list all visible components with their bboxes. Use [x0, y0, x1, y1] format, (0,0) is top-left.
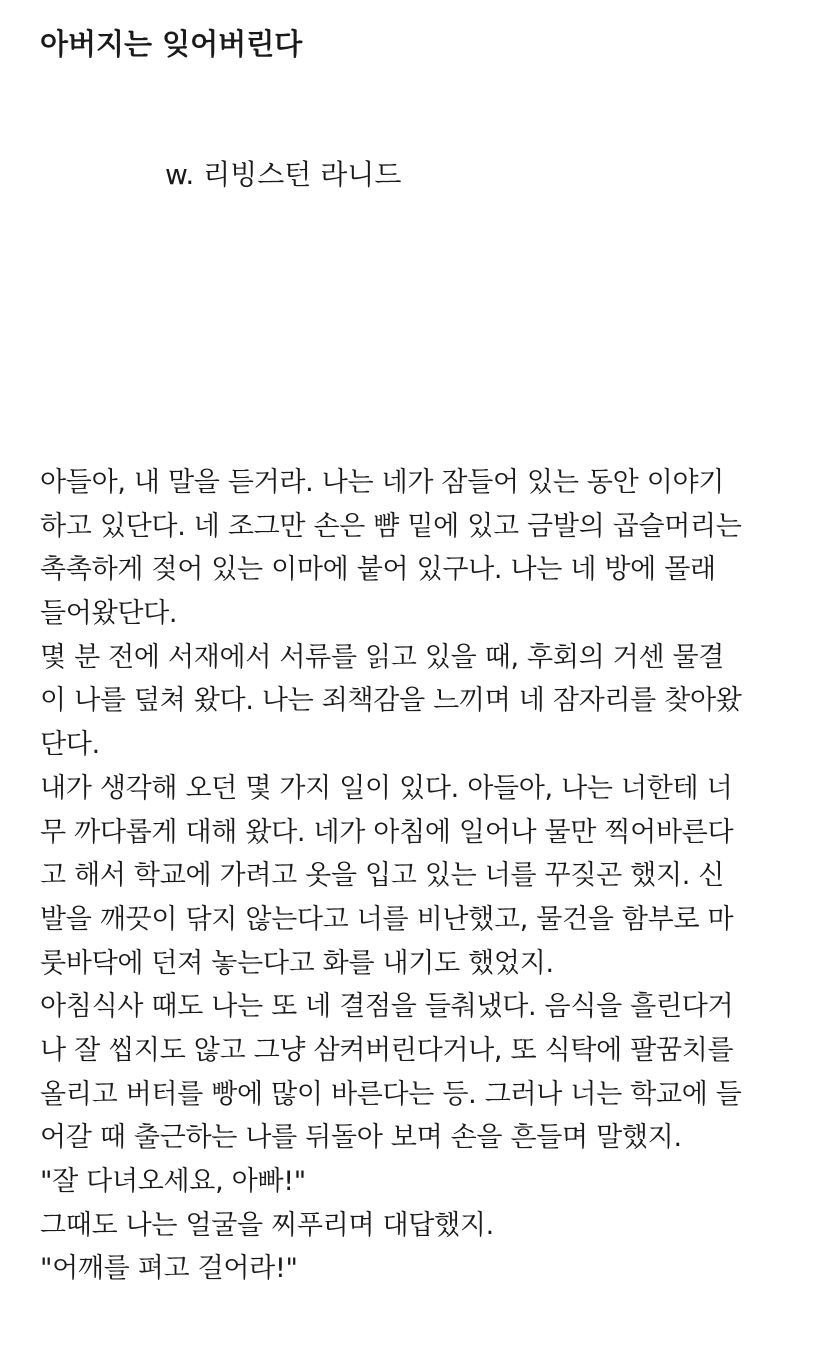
author-byline: w. 리빙스턴 라니드: [165, 158, 402, 191]
body-text: [40, 461, 800, 1291]
text-line: 몇 분 전에 서재에서 서류를 읽고 있을 때, 후회의 거센 물결: [40, 641, 725, 673]
text-line: 발을 깨끗이 닦지 않는다고 너를 비난했고, 물건을 함부로 마: [40, 903, 734, 935]
text-line: 그때도 나는 얼굴을 찌푸리며 대답했지.: [40, 1209, 494, 1241]
document-title: 아버지는 잊어버린다: [40, 27, 303, 61]
text-line: 아들아, 내 말을 듣거라. 나는 네가 잠들어 있는 동안 이야기: [40, 467, 725, 498]
text-line: "잘 다녀오세요, 아빠!": [40, 1166, 306, 1197]
text-line: 고 해서 학교에 가려고 옷을 입고 있는 너를 꾸짖곤 했지. 신: [40, 860, 725, 892]
text-line: 올리고 버터를 빵에 많이 바른다는 등. 그러나 너는 학교에 들: [40, 1078, 742, 1110]
text-line: 아침식사 때도 나는 또 네 결점을 들춰냈다. 음식을 흘린다거: [40, 991, 734, 1023]
text-line: 들어왔단다.: [40, 598, 178, 630]
text-line: 단다.: [40, 729, 100, 761]
text-line: 내가 생각해 오던 몇 가지 일이 있다. 아들아, 나는 너한테 너: [40, 772, 733, 804]
text-line: 하고 있단다. 네 조그만 손은 뺨 밑에 있고 금발의 곱슬머리는: [40, 510, 742, 542]
text-line: 어갈 때 출근하는 나를 뒤돌아 보며 손을 흔들며 말했지.: [40, 1122, 682, 1154]
text-line: 룻바닥에 던져 놓는다고 화를 내기도 했었지.: [40, 947, 554, 979]
text-line: 나 잘 씹지도 않고 그냥 삼켜버린다거나, 또 식탁에 팔꿈치를: [40, 1034, 734, 1066]
text-line: "어깨를 펴고 걸어라!": [40, 1253, 298, 1285]
text-line: 이 나를 덮쳐 왔다. 나는 죄책감을 느끼며 네 잠자리를 찾아왔: [40, 685, 742, 717]
text-line: 촉촉하게 젖어 있는 이마에 붙어 있구나. 나는 네 방에 몰래: [40, 554, 716, 586]
text-line: 무 까다롭게 대해 왔다. 네가 아침에 일어나 물만 찍어바른다: [40, 816, 734, 848]
